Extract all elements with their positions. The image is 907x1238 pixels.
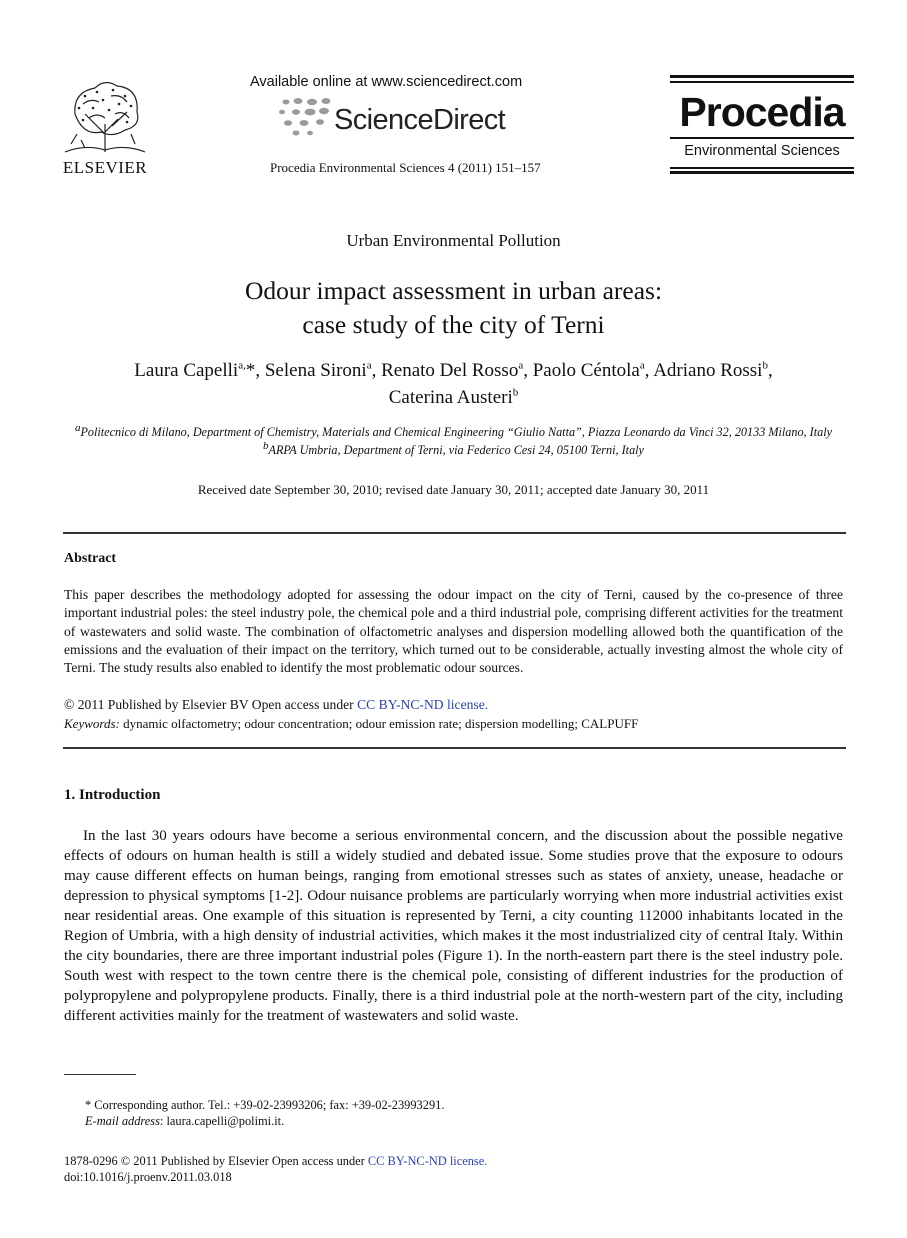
- divider-bottom: [63, 747, 846, 749]
- section-heading: Urban Environmental Pollution: [346, 231, 561, 250]
- email-address[interactable]: : laura.capelli@polimi.it.: [159, 1114, 285, 1128]
- author-name: Caterina Austeri: [388, 387, 513, 408]
- introduction-body: In the last 30 years odours have become a serious environmental concern, and the discussion about the possible negative effects of odours on human health is still a widely studied and debated issue. Some studies prove that the exposure to odours may cause different effects on human beings, ranging from emotional stresses such as states of anxiety, unease, headache or depression to physical symptoms [1-2]. Odour nuisance problems are particularly worrying when more industrial activities exist near residential areas. One example of this situation is represented by Terni, a city counting 112000 inhabitants located in the Region of Umbria, with a high density of industrial activities, which makes it the most industrialized city of central Italy. Within the city boundaries, there are three important industrial poles (Figure 1). In the north-eastern part there is the steel industry pole. South west with respect to the town centre there is the chemical pole, consisting of different industries for the production of polypropylene and polypropylene products. Finally, there is a third industrial pole at the north-western part of the city, including different activities mainly for the treatment of wastewaters and solid waste.: [64, 828, 843, 1024]
- keywords-line: [64, 716, 638, 732]
- footer-open-access-text: Open access under: [271, 1154, 368, 1168]
- abstract-heading: Abstract: [64, 551, 117, 566]
- affiliation-a: $^a$Politecnico di Milano, Department of Chemistry, Materials and Chemical Engineering “Giulio Natta”, Piazza Leonardo da Vinci 32, 20133 Milano, Italy: [74, 421, 832, 439]
- title-line-1: Odour impact assessment in urban areas:: [244, 276, 663, 305]
- email-note: [85, 1114, 284, 1129]
- author-affil-mark: a: [639, 359, 645, 372]
- author-affil-mark: a: [366, 359, 372, 372]
- author-separator: ,: [523, 360, 533, 381]
- divider-top: [63, 532, 846, 534]
- author-separator: *,: [245, 360, 265, 381]
- license-link[interactable]: CC BY-NC-ND license.: [357, 697, 489, 712]
- author-affil-mark: a,: [238, 359, 246, 372]
- author-name: Laura Capelli: [134, 360, 239, 381]
- article-title: [0, 274, 907, 342]
- title-line-2: case study of the city of Terni: [302, 310, 605, 339]
- author-name: Selena Sironi: [264, 360, 367, 381]
- author-separator: ,: [644, 360, 654, 381]
- corresponding-author-note: * Corresponding author. Tel.: +39-02-23993206; fax: +39-02-23993291.: [85, 1098, 445, 1112]
- copyright-text: © 2011 Published by Elsevier BV: [64, 697, 252, 712]
- sciencedirect-dots-logo: [274, 96, 336, 140]
- procedia-subtitle: Environmental Sciences: [684, 143, 840, 159]
- affiliation-mark: b: [263, 439, 269, 452]
- elsevier-wordmark: ELSEVIER: [62, 158, 148, 177]
- journal-citation: Procedia Environmental Sciences 4 (2011) 151–157: [270, 160, 541, 175]
- author-affil-mark: a: [518, 359, 524, 372]
- affiliation-mark: a: [74, 421, 81, 434]
- available-online-text[interactable]: Available online at www.sciencedirect.com: [250, 74, 523, 90]
- issn-line: [64, 1154, 487, 1169]
- author-separator: ,: [371, 360, 382, 381]
- author-affil-mark: b: [762, 359, 768, 372]
- author-name: Paolo Céntola: [532, 360, 640, 381]
- procedia-wordmark: Procedia: [679, 89, 845, 135]
- issn-text: 1878-0296 © 2011 Published by Elsevier: [64, 1154, 272, 1168]
- email-label: E-mail address: [85, 1114, 160, 1128]
- author-name: Adriano Rossi: [653, 360, 763, 381]
- procedia-logo: [670, 75, 854, 175]
- article-dates: Received date September 30, 2010; revised date January 30, 2011; accepted date January 30, 2011: [197, 482, 710, 497]
- footer-license-link[interactable]: CC BY-NC-ND license.: [367, 1154, 488, 1168]
- doi-line[interactable]: doi:10.1016/j.proenv.2011.03.018: [64, 1170, 232, 1184]
- introduction-heading: 1. Introduction: [64, 787, 161, 803]
- affiliation-b: $^b$ARPA Umbria, Department of Terni, via Federico Cesi 24, 05100 Terni, Italy: [263, 439, 644, 457]
- sciencedirect-wordmark[interactable]: ScienceDirect: [334, 104, 506, 136]
- keywords-label: Keywords:: [64, 716, 120, 731]
- author-list: [40, 357, 867, 411]
- open-access-text: Open access under: [251, 697, 358, 712]
- author-separator: ,: [767, 360, 773, 381]
- author-affil-mark: b: [512, 386, 519, 399]
- affiliations: [60, 421, 847, 459]
- abstract-body: This paper describes the methodology adopted for assessing the odour impact on the city of Terni, caused by the co-presence of three important industrial poles: the steel industry pole, the chemical pole and a third industrial pole, comprising different activities for the treatment of wastewaters and solid waste. The combination of olfactometric analyses and dispersion modelling allowed both the quantification of the emissions and the evaluation of their impact on the territory, which turned out to be considerable, actually investing almost the whole city of Terni. The study results also enabled to identify the most problematic odour sources.: [64, 587, 843, 676]
- author-name: Renato Del Rosso: [381, 360, 519, 381]
- footnote-rule: [64, 1074, 136, 1075]
- copyright-line: [64, 697, 488, 713]
- keywords-list: dynamic olfactometry; odour concentration; odour emission rate; dispersion modelling; CALPUFF: [119, 716, 639, 731]
